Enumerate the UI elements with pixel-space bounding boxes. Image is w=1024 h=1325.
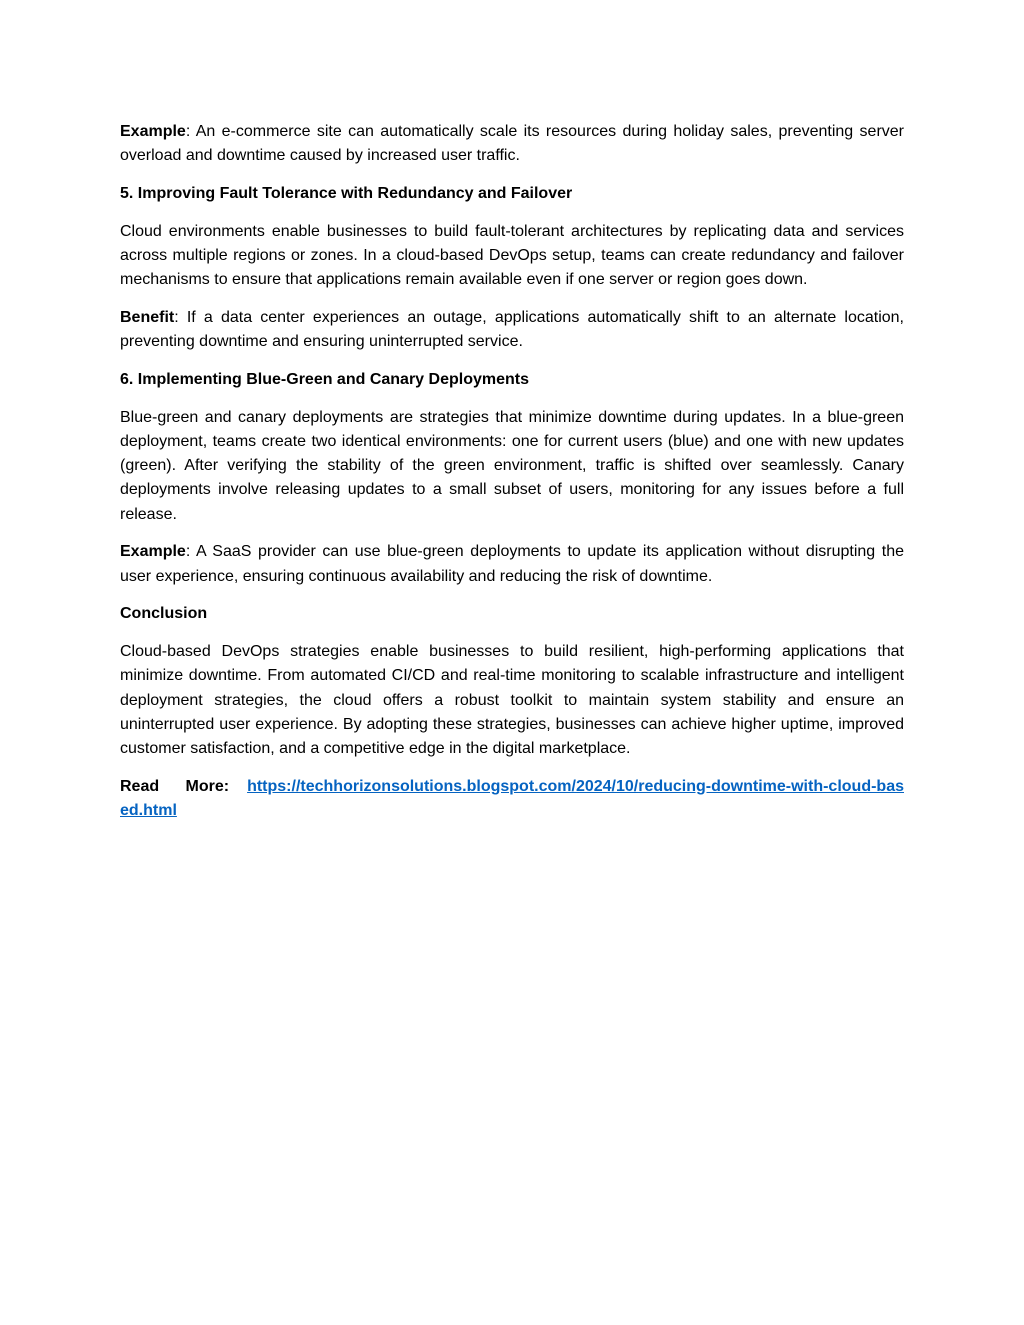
benefit-label: Benefit [120,309,175,326]
example-label: Example [120,543,186,561]
paragraph-deployments: Blue-green and canary deployments are strategies that minimize downtime during updates. In a blue-green deployment, teams create two identical environments: one for current users (blue) and one with new updates (green). After verifying the stability of the green environment, traffic is shifted over seamlessly. Canary deployments involve releasing updates to a small subset of users, monitoring for any issues before a full release. [120,408,904,523]
example-label: Example [120,123,186,140]
conclusion-heading: Conclusion [120,605,208,623]
example-text: : An e-commerce site can automatically scale its resources during holiday sales, preventing server overload and downtime caused by increased user traffic. [120,123,904,165]
conclusion-paragraph: Cloud-based DevOps strategies enable businesses to build resilient, high-performing applications that minimize downtime. From automated CI/CD and real-time monitoring to scalable infrastructure and intelligent deployment strategies, the cloud offers a robust toolkit to maintain system stability and ensure an uninterrupted user experience. By adopting these strategies, businesses can achieve higher uptime, improved customer satisfaction, and a competitive edge in the digital marketplace. [120,643,904,758]
benefit-paragraph [120,306,904,354]
example-paragraph-saas [120,540,904,588]
read-more [120,775,904,823]
paragraph-fault-tolerance: Cloud environments enable businesses to build fault-tolerant architectures by replicating data and services across multiple regions or zones. In a cloud-based DevOps setup, teams can create redundancy and failover mechanisms to ensure that applications remain available even if one server or region goes down. [120,222,904,289]
read-more-link[interactable]: https://techhorizonsolutions.blogspot.com/2024/10/reducing-downtime-with-cloud-based.html [120,777,904,820]
example-text: : A SaaS provider can use blue-green deployments to update its application without disrupting the user experience, ensuring continuous availability and reducing the risk of downtime. [120,543,904,585]
read-more-label: Read More: [120,777,230,795]
section-heading-fault-tolerance: 5. Improving Fault Tolerance with Redundancy and Failover [120,185,573,202]
example-paragraph-autoscale [120,120,904,168]
section-heading-deployments: 6. Implementing Blue-Green and Canary Deployments [120,371,529,388]
document-page [120,120,904,823]
benefit-text: : If a data center experiences an outage, applications automatically shift to an alternate location, preventing downtime and ensuring uninterrupted service. [120,309,904,351]
